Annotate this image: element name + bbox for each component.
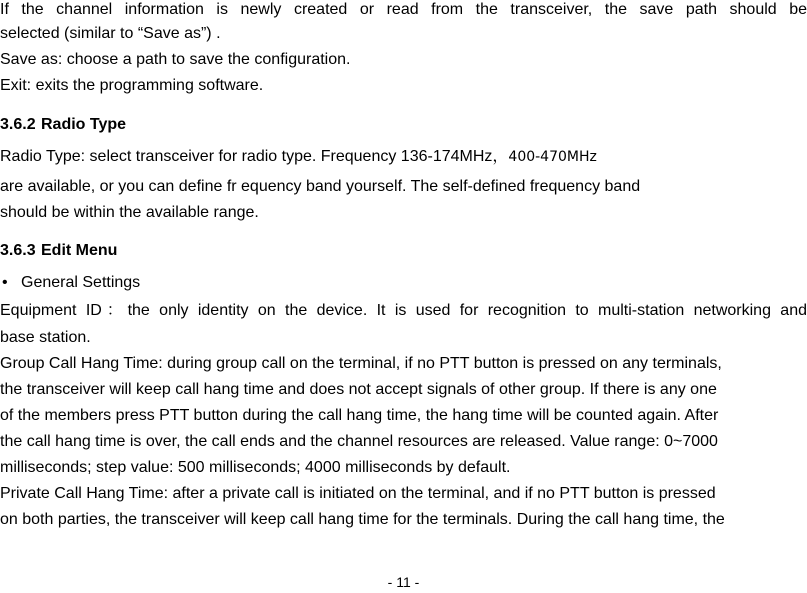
paragraph-line: of the members press PTT button during the call hang time, the hang time will be counted again. After: [0, 407, 719, 424]
paragraph-line: If the channel information is newly created or read from the transceiver, the save path should be: [0, 1, 807, 18]
section-heading-3-6-3: [0, 241, 117, 261]
bullet-icon: •: [2, 274, 8, 291]
section-number: 3.6.2: [0, 116, 36, 133]
paragraph-line: selected (similar to “Save as”) .: [0, 25, 221, 42]
section-title: Edit Menu: [41, 242, 118, 259]
paragraph-line: [0, 147, 597, 167]
section-number: 3.6.3: [0, 242, 36, 259]
paragraph-line: Group Call Hang Time: during group call on the terminal, if no PTT button is pressed on any terminals,: [0, 355, 722, 372]
frequency-range: 400-470MHz: [508, 149, 597, 165]
page-number: - 11 -: [387, 574, 420, 590]
paragraph-line: base station.: [0, 329, 91, 346]
bullet-text: General Settings: [21, 274, 141, 291]
paragraph-line: the call hang time is over, the call ends and the channel resources are released. Value range: 0~7000: [0, 433, 718, 450]
paragraph-line: Save as: choose a path to save the configuration.: [0, 51, 351, 68]
paragraph-line: Private Call Hang Time: after a private call is initiated on the terminal, and if no PTT button is pressed: [0, 485, 716, 502]
bullet-item: [0, 273, 140, 293]
section-heading-3-6-2: [0, 115, 126, 135]
paragraph-line: should be within the available range.: [0, 204, 259, 221]
paragraph-line: Equipment ID：the only identity on the device. It is used for recognition to multi-station networking and: [0, 302, 807, 319]
radio-type-text: Radio Type: select transceiver for radio type. Frequency 136-174MHz，: [0, 148, 509, 165]
section-title: Radio Type: [41, 116, 127, 133]
paragraph-line: are available, or you can define fr equency band yourself. The self-defined frequency band: [0, 178, 641, 195]
paragraph-line: the transceiver will keep call hang time and does not accept signals of other group. If there is any one: [0, 381, 717, 398]
paragraph-line: on both parties, the transceiver will keep call hang time for the terminals. During the call hang time, the: [0, 511, 725, 528]
paragraph-line: Exit: exits the programming software.: [0, 77, 264, 94]
paragraph-line: milliseconds; step value: 500 milliseconds; 4000 milliseconds by default.: [0, 459, 511, 476]
